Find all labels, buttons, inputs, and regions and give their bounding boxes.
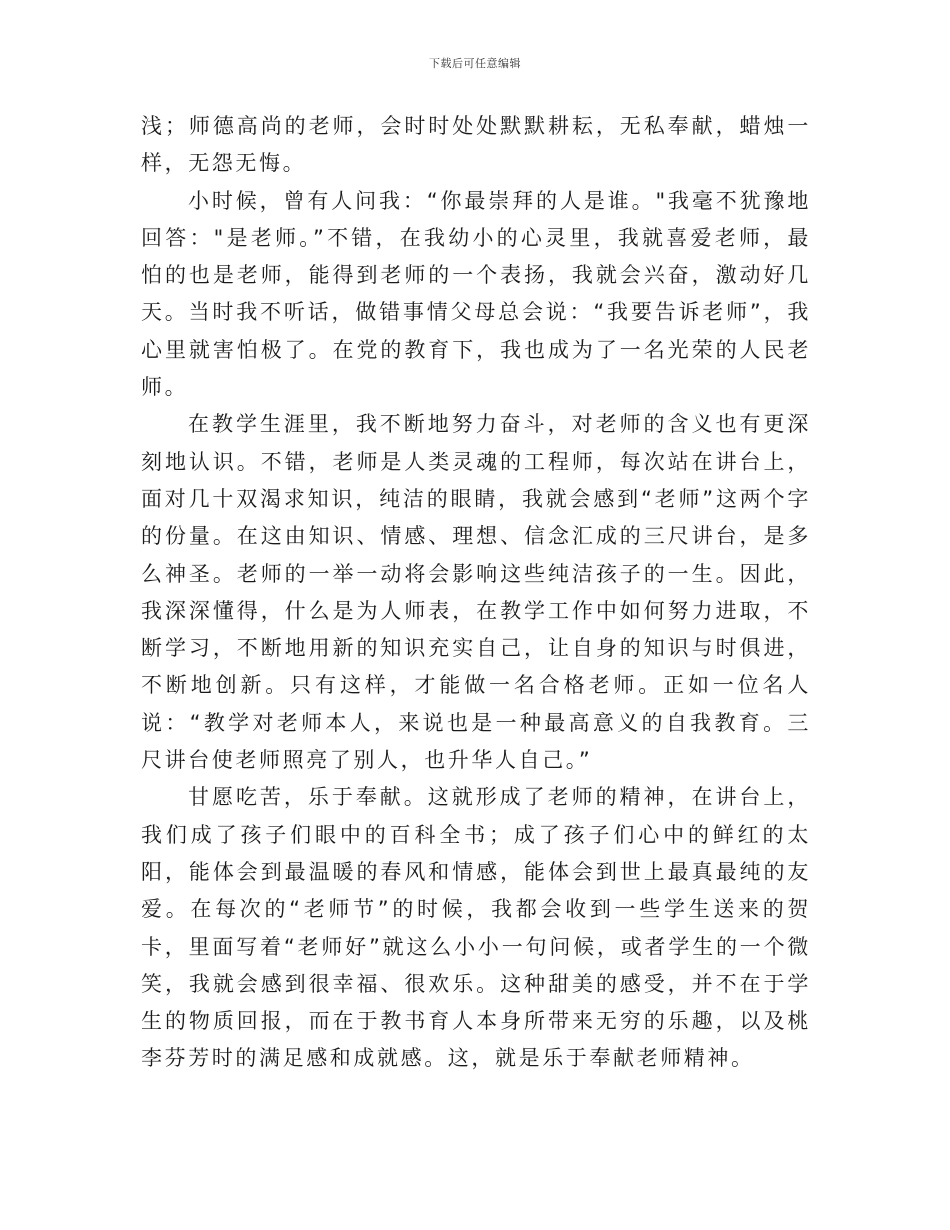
document-body (141, 108, 811, 1078)
page-header: 下载后可任意编辑 (429, 57, 521, 70)
paragraph-childhood: 小时候，曾有人问我：“你最崇拜的人是谁。"我毫不犹豫地回答："是老师。”不错，在我幼小的心灵里，我就喜爱老师，最怕的也是老师，能得到老师的一个表扬，我就会兴奋，激动好几天。当时我不听话，做错事情父母总会说：“我要告诉老师”，我心里就害怕极了。在党的教育下，我也成为了一名光荣的人民老师。 (141, 188, 811, 400)
paragraph-continuation: 浅；师德高尚的老师，会时时处处默默耕耘，无私奉献，蜡烛一样，无怨无悔。 (141, 114, 811, 176)
paragraph-teaching-career: 在教学生涯里，我不断地努力奋斗，对老师的含义也有更深刻地认识。不错，老师是人类灵魂的工程师，每次站在讲台上，面对几十双渴求知识，纯洁的眼睛，我就会感到“老师”这两个字的份量。在这由知识、情感、理想、信念汇成的三尺讲台，是多么神圣。老师的一举一动将会影响这些纯洁孩子的一生。因此，我深深懂得，什么是为人师表，在教学工作中如何努力进取，不断学习，不断地用新的知识充实自己，让自身的知识与时俱进，不断地创新。只有这样，才能做一名合格老师。正如一位名人说：“教学对老师本人，来说也是一种最高意义的自我教育。三尺讲台使老师照亮了别人，也升华人自己。” (141, 412, 811, 773)
paragraph-dedication: 甘愿吃苦，乐于奉献。这就形成了老师的精神，在讲台上，我们成了孩子们眼中的百科全书；成了孩子们心中的鲜红的太阳，能体会到最温暖的春风和情感，能体会到世上最真最纯的友爱。在每次的“老师节”的时候，我都会收到一些学生送来的贺卡，里面写着“老师好”就这么小小一句问候，或者学生的一个微笑，我就会感到很幸福、很欢乐。这种甜美的感受，并不在于学生的物质回报，而在于教书育人本身所带来无穷的乐趣，以及桃李芬芳时的满足感和成就感。这，就是乐于奉献老师精神。 (141, 785, 811, 1071)
